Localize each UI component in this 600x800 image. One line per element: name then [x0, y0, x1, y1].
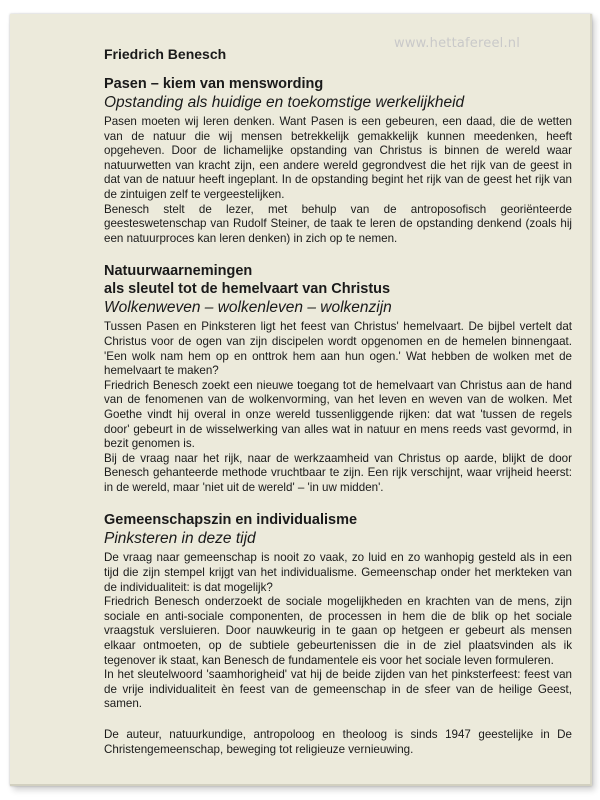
section-title: Gemeenschapszin en individualisme: [104, 512, 358, 529]
section-subtitle: Pinksteren in deze tijd: [104, 530, 256, 548]
section-subtitle: Opstanding als huidige en toekomstige werkelijkheid: [104, 94, 465, 111]
paragraph: Tussen Pasen en Pinksteren ligt het feest van Christus' hemelvaart. De bijbel vertelt dat Christus voor de ogen van zijn discipelen wordt opgenomen en de hemelen binnengaat. 'Een wolk nam hem op en onttrok hem aan hun ogen.' Wat hebben de wolken met de hemelvaart te maken?: [104, 320, 572, 378]
paragraph: Friedrich Benesch onderzoekt de sociale mogelijkheden en krachten van de mens, zijn sociale en anti-sociale componenten, de processen in hem die de blik op het sociale vraagstuk versluieren. Door nauwkeurig in te gaan op hetgeen er gebeurt als mensen elkaar ontmoeten, op de subtiele gebeurtenissen die in de ziel plaatsvinden als ik tegenover ik staat, kan Benesch de fundamentele eis voor het sociale leven formuleren.: [104, 595, 572, 667]
paragraph: Bij de vraag naar het rijk, naar de werkzaamheid van Christus op aarde, blijkt de door Benesch gehanteerde methode vruchtbaar te zijn. Een rijk verschijnt, waar vrijheid heerst: in de wereld, maar 'niet uit de wereld' – 'in uw midden'.: [104, 451, 572, 494]
author-bio: De auteur, natuurkundige, antropoloog en theoloog is sinds 1947 geestelijke in De Christengemeenschap, beweging tot religieuze vernieuwing.: [104, 728, 572, 756]
paragraph: Benesch stelt de lezer, met behulp van de antroposofisch georiënteerde geesteswetenschap van Rudolf Steiner, de taak te leren de opstanding denkend (zoals hij een natuurproces kan leren denken) in zich op te nemen.: [104, 202, 572, 245]
section-title-line-1: Natuurwaarnemingen: [104, 263, 253, 280]
section-title: Pasen – kiem van menswording: [104, 76, 324, 92]
paragraph: Friedrich Benesch zoekt een nieuwe toegang tot de hemelvaart van Christus aan de hand van de fenomenen van de wolkenvorming, van het leven en weven van de wolken. Met Goethe vindt hij overal in onze wereld tussenliggende rijken: dat wat 'tussen de regels door' gebeurt in de wisselwerking van alles wat in natuur en mens reeds vast gevormd, in bezit genomen is.: [104, 378, 572, 451]
paragraph: De vraag naar gemeenschap is nooit zo vaak, zo luid en zo wanhopig gesteld als in een tijd die zijn stempel krijgt van het individualisme. Gemeenschap onder het merkteken van de individualiteit: is dat mogelijk?: [104, 551, 572, 594]
section-title-line-2: als sleutel tot de hemelvaart van Christus: [104, 281, 391, 298]
section-pasen: [104, 75, 572, 246]
cover-text: [104, 46, 572, 757]
author-name: Friedrich Benesch: [104, 46, 227, 62]
section-pinksteren: [104, 511, 572, 712]
watermark: www.hettafereel.nl: [394, 36, 521, 51]
section-subtitle: Wolkenweven – wolkenleven – wolkenzijn: [104, 299, 392, 317]
paragraph: In het sleutelwoord 'saamhorigheid' vat hij de beide zijden van het pinksterfeest: feest van de vrije individualiteit èn feest van de gemeenschap in de sfeer van de heilige Geest, samen.: [104, 668, 572, 711]
section-hemelvaart: [104, 262, 572, 495]
paragraph: Pasen moeten wij leren denken. Want Pasen is een gebeuren, een daad, die de wetten van de natuur die wij mensen betrekkelijk gemakkelijk kunnen meedenken, heeft opgeheven. Door de lichamelijke opstanding van Christus is binnen de wereld waar natuurwetten van kracht zijn, een andere wereld gegrondvest die het rijk van de geest in dat van de natuur heeft ingeplant. In de opstanding begint het rijk van de geest het rijk van de zintuigen zelf te vergeestelijken.: [104, 115, 572, 201]
